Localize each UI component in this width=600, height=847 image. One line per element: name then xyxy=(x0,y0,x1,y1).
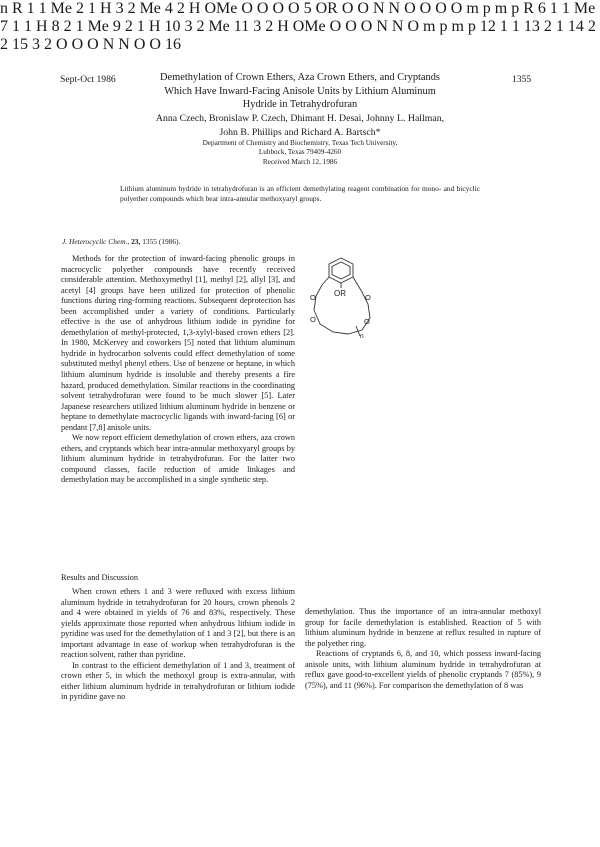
or-label: OR xyxy=(334,289,346,298)
benzene-ring xyxy=(56,36,181,53)
oxygen-atom: O xyxy=(149,36,161,53)
table-cell: Me xyxy=(573,0,596,17)
crown-ether-structure-1-4 xyxy=(310,258,371,340)
oxygen-atom: O xyxy=(357,0,369,17)
table-cell: 1 xyxy=(555,18,564,35)
paragraph-continued: demethylation. Thus the importance of an intra-annular methoxyl group for facile demethylation is established. Reaction of 5 with lithium aluminum hydride in benzene at reflux resulted in rupture of the polyether ring. xyxy=(305,607,541,648)
crown-ether-structure-5 xyxy=(204,0,315,17)
oxygen-atom: O xyxy=(310,293,316,302)
oxygen-atom: O xyxy=(133,36,146,53)
paragraph-intro: Methods for the protection of inward-facing phenolic groups in macrocyclic polyether compounds have recently received considerable attention. Methoxymethyl [1], methyl [2], allyl [3], and acetyl [4] groups have been utilized for protection of phenolic functions during ring-forming reactions. Subsequent deprotection has been accomplished under a variety of conditions. Particularly effective is the use of anhydrous lithium iodide in pyridine for demethylation of methyl-protected, 1,3-xylyl-based crown ethers [2]. In 1980, McKervey and coworkers [5] noted that lithium aluminum hydride in hydrocarbon solvents could effect demethylation of some substituted methyl phenyl ethers. Use of benzene or heptane, in which lithium aluminum hydride is insoluble and thereby presents a fire hazard, produced demethylation. Similar reactions in the coordinating solvent tetrahydrofuran were found to be much slower [5]. Later Japanese researchers utilized lithium aluminum hydride in benzene or heptane to demethylate macrocyclic ligands with inward-facing [6] or pendant [7,8] anisole units. xyxy=(61,254,295,432)
ome-label: OMe xyxy=(292,18,326,35)
table-cell: 13 xyxy=(523,18,540,35)
table-cell: 1 xyxy=(511,18,520,35)
author-list xyxy=(100,112,500,140)
table-cell: Me xyxy=(208,18,230,35)
bridge-lower xyxy=(407,18,451,35)
table-cell: 2 xyxy=(0,36,8,53)
table-cell: 1 xyxy=(24,18,32,35)
ring-arm-right xyxy=(72,36,181,53)
subscript-m: m xyxy=(423,18,436,35)
ring-arm-left xyxy=(330,18,452,35)
affiliation-line: Department of Chemistry and Biochemistry, Texas Tech University, xyxy=(202,139,398,147)
carbonyl xyxy=(361,18,452,35)
compound-table-1-4 xyxy=(0,0,204,17)
table-cell: 1 xyxy=(549,0,558,17)
oxygen-atom: O xyxy=(345,18,357,35)
table-cell: 1 xyxy=(499,18,508,35)
table-cell: 2 xyxy=(543,18,552,35)
table-header: m xyxy=(494,0,508,17)
table-cell: 3 xyxy=(32,36,40,53)
table-cell: 2 xyxy=(124,18,133,35)
paragraph-cryptands: Reactions of cryptands 6, 8, and 10, which possess inward-facing anisole units, with lithium aluminum hydride in tetrahydrofuran at reflux gave good-to-excellent yields of phenolic cryptands 7 (85%), 9 (75%), and 11 (96%). For comparison the demethylation of 8 was xyxy=(305,649,541,690)
table-cell: H xyxy=(36,18,48,35)
benzene-ring xyxy=(204,0,315,17)
cryptand-amide-structure-12-15 xyxy=(293,18,452,35)
table-cell: H xyxy=(188,0,201,17)
bond xyxy=(316,0,495,17)
left-column xyxy=(61,254,295,486)
oxygen-atom: O xyxy=(364,317,370,326)
table-cell: Me xyxy=(50,0,72,17)
subscript-p: p xyxy=(482,0,491,17)
running-header-date: Sept-Oct 1986 xyxy=(60,74,116,85)
polyether-ring xyxy=(314,277,370,334)
benzene-ring xyxy=(316,0,495,17)
oxygen-atom: O xyxy=(71,36,84,53)
table-cell: 12 xyxy=(479,18,496,35)
compound-number-5: 5 xyxy=(303,0,312,17)
nitrogen-atom: N xyxy=(376,18,388,35)
benzene-ring xyxy=(293,18,452,35)
bond xyxy=(241,0,315,17)
table-cell: 4 xyxy=(164,0,173,17)
table-cell: H xyxy=(100,0,112,17)
ring-arm-right xyxy=(330,18,452,35)
chemical-structures-figure xyxy=(300,252,545,602)
table-cell: 2 xyxy=(127,0,136,17)
table-cell: 10 xyxy=(164,18,181,35)
subscript-p: p xyxy=(439,18,448,35)
ring-arm-left xyxy=(72,36,181,53)
oxygen-atom: O xyxy=(329,18,342,35)
oxygen-atom: O xyxy=(360,18,373,35)
paragraph-report: We now report efficient demethylation of crown ethers, aza crown ethers, and cryptands which bear intra-annular methoxyaryl groups by lithium aluminum hydride in tetrahydrofuran. For the latter two compound classes, facile reduction of amide linkages and demethylation may be accomplished in a single synthetic step. xyxy=(61,433,295,485)
subscript-m: m xyxy=(466,0,479,17)
section-heading: Results and Discussion xyxy=(61,573,138,582)
table-header: R xyxy=(12,0,23,17)
benzene-inner-ring xyxy=(293,18,452,35)
table-cell: 1 xyxy=(561,0,570,17)
cryptand-structure-16 xyxy=(56,36,181,53)
table-cell: 11 xyxy=(233,18,250,35)
bond xyxy=(56,36,181,53)
article-title xyxy=(88,71,512,112)
affiliation xyxy=(150,139,450,167)
bridge-upper xyxy=(404,0,495,17)
citation-volume: 23, xyxy=(131,237,141,246)
oxygen-atom: O xyxy=(407,18,420,35)
table-cell: 2 xyxy=(587,18,596,35)
table-cell: 1 xyxy=(136,18,145,35)
table-header: p xyxy=(511,0,520,17)
benzene-inner-ring xyxy=(316,0,495,17)
bridge-upper xyxy=(407,18,451,35)
nitrogen-atom: N xyxy=(102,36,115,53)
table-cell: 6 xyxy=(537,0,546,17)
table-cell: Me xyxy=(87,18,109,35)
table-cell: 8 xyxy=(51,18,60,35)
ome-label: OMe xyxy=(204,0,238,17)
author-line: Anna Czech, Bronislaw P. Czech, Dhimant H. Desai, Johnny L. Hallman, xyxy=(155,113,445,124)
page-number: 1355 xyxy=(512,74,532,85)
nitrogen-atom: N xyxy=(388,0,401,17)
oxygen-atom: O xyxy=(256,0,269,17)
table-cell: 1 xyxy=(12,18,20,35)
table-cell: 15 xyxy=(12,36,28,53)
author-line: John B. Phillips and Richard A. Bartsch* xyxy=(219,127,381,138)
oxygen-atom: O xyxy=(365,293,371,302)
oxygen-atom: O xyxy=(241,0,253,17)
table-header: p xyxy=(467,18,476,35)
right-column xyxy=(305,607,541,691)
oxygen-atom: O xyxy=(450,0,463,17)
table-header: R xyxy=(523,0,534,17)
oxygen-atom: O xyxy=(87,36,99,53)
table-cell: 9 xyxy=(112,18,121,35)
polyether-ring xyxy=(241,0,315,17)
title-line: Demethylation of Crown Ethers, Aza Crown Ethers, and Cryptands xyxy=(160,72,440,83)
nitrogen-atom: N xyxy=(391,18,404,35)
received-date: Received March 12, 1986 xyxy=(262,157,338,166)
table-cell: 2 xyxy=(63,18,72,35)
abstract: Lithium aluminum hydride in tetrahydrofuran is an efficient demethylating reagent combination for mono- and bicyclic polyether compounds which bear intra-annular methoxyaryl groups. xyxy=(120,184,480,204)
bridge-upper xyxy=(134,36,181,53)
table-cell: 3 xyxy=(115,0,124,17)
nitrogen-atom: N xyxy=(372,0,385,17)
benzene-inner-ring xyxy=(56,36,181,53)
oxygen-atom: O xyxy=(56,36,68,53)
bridge-lower xyxy=(404,0,495,17)
table-cell: 1 xyxy=(88,0,96,17)
oxygen-atom: O xyxy=(288,0,300,17)
oxygen-atom: O xyxy=(435,0,447,17)
citation-journal: J. Heterocyclic Chem., xyxy=(62,237,130,246)
table-cell: 3 xyxy=(184,18,193,35)
paragraph-results: When crown ethers 1 and 3 were refluxed with excess lithium aluminum hydride in tetrahydrofuran for 20 hours, crown phenols 2 and 4 were obtained in yields of 76 and 83%, respectively. These yields approximate those reported when anhydrous lithium iodide in pyridine was used for the demethylation of 1 and 3 [2], but there is an important advantage in ease of workup when tetrahydrofuran is the reaction solvent, rather than pyridine. xyxy=(61,587,295,660)
ring-arm-right xyxy=(342,0,495,17)
table-cell: 2 xyxy=(76,0,84,17)
benzene-inner-ring xyxy=(204,0,315,17)
table-header: n xyxy=(0,0,8,17)
bridge-lower xyxy=(134,36,181,53)
left-column-results xyxy=(61,587,295,703)
table-cell: 14 xyxy=(567,18,584,35)
nitrogen-atom: N xyxy=(118,36,130,53)
table-cell: H xyxy=(148,18,161,35)
paragraph-contrast: In contrast to the efficient demethylation of 1 and 3, treatment of crown ether 5, in which the methoxyl group is extra-annular, with either lithium aluminum hydride in tetrahydrofuran or lithium iodide in pyridine gave no xyxy=(61,660,295,702)
oxygen-atom: O xyxy=(419,0,432,17)
journal-citation xyxy=(62,237,180,246)
table-cell: 3 xyxy=(253,18,262,35)
table-cell: 1 xyxy=(26,0,35,17)
title-line: Hydride in Tetrahydrofuran xyxy=(242,99,358,111)
title-line: Which Have Inward-Facing Anisole Units by Lithium Aluminum xyxy=(164,85,436,97)
table-header: m xyxy=(451,18,464,35)
table-cell: 2 xyxy=(176,0,185,17)
oxygen-atom: O xyxy=(341,0,354,17)
table-cell: Me xyxy=(139,0,161,17)
or-label: OR xyxy=(315,0,338,17)
subscript-n: n xyxy=(360,333,364,340)
table-cell: 1 xyxy=(75,18,84,35)
citation-pages: 1355 (1986). xyxy=(142,237,181,246)
table-cell: H xyxy=(277,18,289,35)
compound-number-16: 16 xyxy=(164,36,181,53)
benzene-inner-ring xyxy=(332,262,350,279)
oxygen-atom: O xyxy=(404,0,416,17)
oxygen-atom: O xyxy=(272,0,285,17)
table-cell: 1 xyxy=(38,0,47,17)
table-cell: 2 xyxy=(265,18,274,35)
affiliation-line: Lubbock, Texas 79409-4260 xyxy=(258,148,342,157)
table-cell: 2 xyxy=(196,18,205,35)
cryptand-structure-6-11 xyxy=(316,0,495,17)
bond xyxy=(204,0,315,17)
table-cell: 7 xyxy=(0,18,8,35)
table-cell: 2 xyxy=(44,36,52,53)
oxygen-atom: O xyxy=(310,315,316,324)
ring-arm-left xyxy=(342,0,495,17)
